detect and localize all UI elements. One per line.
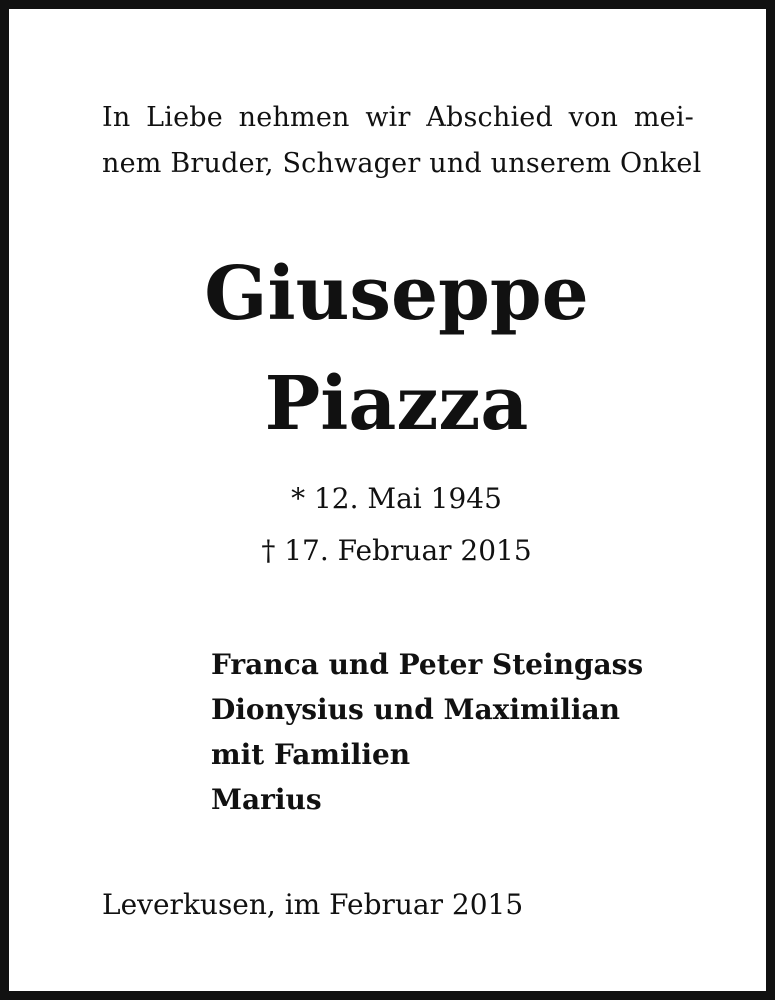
intro-line: In Liebe nehmen wir Abschied von mei- [102, 102, 694, 133]
mourner-entry: Marius [211, 783, 322, 816]
death-date: † 17. Februar 2015 [261, 534, 532, 567]
mourners-list [211, 642, 643, 822]
mourner-entry: Dionysius und Maximilian [211, 693, 621, 726]
intro-text [102, 95, 702, 187]
mourner-entry: mit Familien [211, 738, 411, 771]
place-and-date: Leverkusen, im Februar 2015 [102, 888, 524, 921]
mourner-entry: Franca und Peter Steingass [211, 648, 644, 681]
deceased-first-name: Giuseppe [204, 251, 589, 337]
deceased-last-name: Piazza [264, 361, 529, 447]
birth-date: * 12. Mai 1945 [291, 482, 502, 515]
intro-line: nem Bruder, Schwager und unserem Onkel [102, 148, 702, 179]
